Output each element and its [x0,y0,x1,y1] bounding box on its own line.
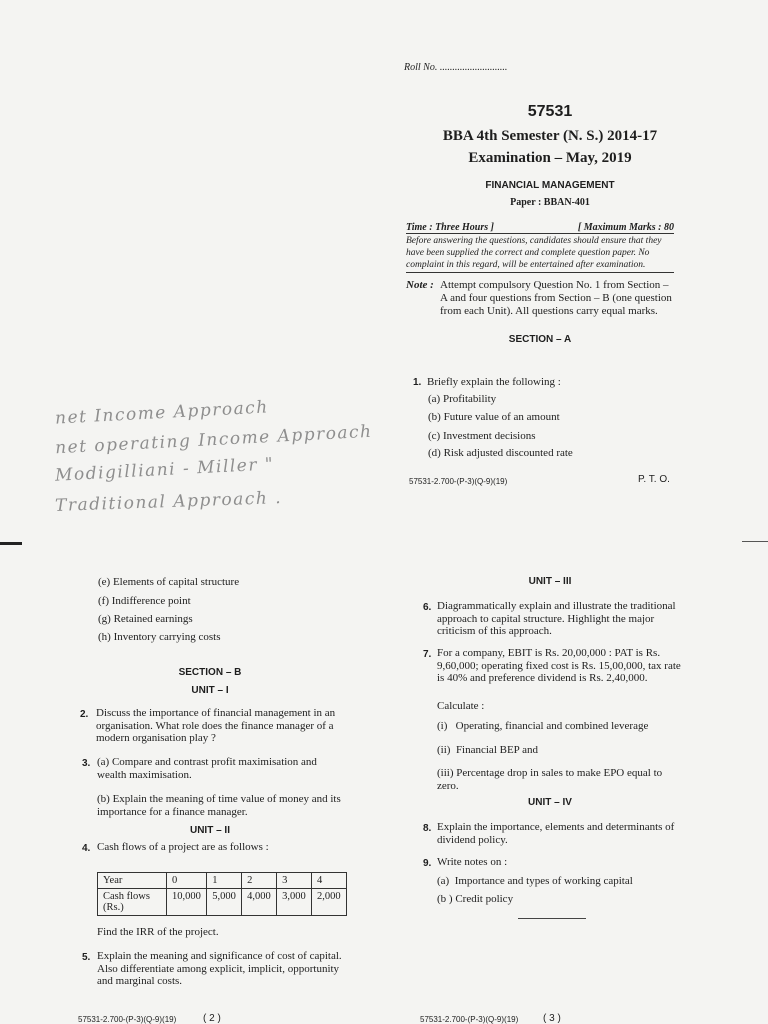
q5-number: 5. [82,952,91,963]
q1-item-b: (b) Future value of an amount [428,411,560,423]
q6-text: Diagrammatically explain and illustrate the traditional approach to capital structure. Highlight the major criticism of this approach. [437,600,676,637]
q4-text: Cash flows of a project are as follows : [97,841,269,853]
end-rule [518,918,586,919]
q7-text: For a company, EBIT is Rs. 20,00,000 : PAT is Rs. 9,60,000; operating fixed cost is Rs. 15,00,000, tax rate is 40% and preference dividend is Rs. 2,40,000. [437,647,681,684]
q1-item-g: (g) Retained earnings [98,613,193,625]
table-cell: 4,000 [242,889,277,916]
handwritten-note-4: Traditional Approach . [54,488,283,516]
table-cell: 10,000 [167,889,207,916]
section-a-title: SECTION – A [508,334,572,345]
section-b-title: SECTION – B [178,667,242,678]
q1-text: Briefly explain the following : [427,376,561,388]
q8-number: 8. [423,823,432,834]
table-cell: 2 [242,873,277,889]
handwritten-note-2: net operating Income Approach [54,421,374,459]
handwritten-note-3: Modigilliani - Miller " [54,454,275,486]
page1-footer-code: 57531-2.700-(P-3)(Q-9)(19) [409,477,508,486]
pto-label: P. T. O. [638,474,670,485]
calculate-label: Calculate : [437,700,485,712]
page3-number: ( 3 ) [543,1013,561,1024]
q9-item-b: (b ) Credit policy [437,893,514,905]
q9-text: Write notes on : [437,856,508,868]
subject-title: FINANCIAL MANAGEMENT [485,180,615,191]
paper-code: 57531 [527,103,573,120]
table-cell: Cash flows (Rs.) [98,889,167,916]
paper-name: Paper : BBAN-401 [510,197,590,208]
table-cell: 4 [312,873,347,889]
page2-footer-code: 57531-2.700-(P-3)(Q-9)(19) [78,1015,177,1024]
table-cell: 3 [277,873,312,889]
cash-flow-table [97,872,347,916]
program-title: BBA 4th Semester (N. S.) 2014-17 [442,128,658,144]
q9-number: 9. [423,858,432,869]
q1-number: 1. [413,377,422,388]
q4-number: 4. [82,843,91,854]
q8-text: Explain the importance, elements and determinants of dividend policy. [437,821,675,846]
page-edge-mark-left [0,542,22,545]
note-label: Note : [406,279,434,291]
note-text: Attempt compulsory Question No. 1 from Section – A and four questions from Section – B (one question from each Unit). All questions carry equal marks. [440,279,672,317]
q3a-text: (a) Compare and contrast profit maximisation and wealth maximisation. [97,756,317,781]
header-rule-bottom [406,272,674,273]
page3-footer-code: 57531-2.700-(P-3)(Q-9)(19) [420,1015,519,1024]
table-cell: 2,000 [312,889,347,916]
header-rule-top [406,233,674,234]
table-cell: Year [98,873,167,889]
q1-item-h: (h) Inventory carrying costs [98,631,221,643]
max-marks: [ Maximum Marks : 80 [577,222,674,233]
q1-item-a: (a) Profitability [428,393,497,405]
calc-item-ii: (ii) Financial BEP and [437,744,539,756]
table-cell: 0 [167,873,207,889]
q1-item-e: (e) Elements of capital structure [98,576,240,588]
page-edge-mark-right [742,541,768,542]
unit-3-title: UNIT – III [528,576,572,587]
time-label: Time : Three Hours ] [406,222,494,233]
q1-item-d: (d) Risk adjusted discounted rate [428,447,573,459]
unit-2-title: UNIT – II [189,825,230,836]
q4-after-text: Find the IRR of the project. [97,926,219,938]
table-cell: 5,000 [207,889,242,916]
unit-4-title: UNIT – IV [528,797,572,808]
q2-number: 2. [80,709,89,720]
q1-item-c: (c) Investment decisions [428,430,536,442]
page2-number: ( 2 ) [203,1013,221,1024]
q6-number: 6. [423,602,432,613]
calc-item-iii: (iii) Percentage drop in sales to make EPO equal to zero. [437,767,665,792]
q7-number: 7. [423,649,432,660]
q3-number: 3. [82,758,91,769]
table-row [98,889,347,916]
unit-1-title: UNIT – I [191,685,229,696]
q1-item-f: (f) Indifference point [98,595,191,607]
roll-no: Roll No. ........................... [404,62,508,73]
table-row [98,873,347,889]
table-cell: 3,000 [277,889,312,916]
exam-title: Examination – May, 2019 [468,150,632,166]
q9-item-a: (a) Importance and types of working capital [437,875,633,887]
instruction-text: Before answering the questions, candidates should ensure that they have been supplied the correct and complete question paper. No complaint in this regard, will be entertained after examination. [406,236,662,270]
q2-text: Discuss the importance of financial management in an organisation. What role does the finance manager of a modern organisation play ? [96,707,336,744]
table-cell: 1 [207,873,242,889]
q3b-text: (b) Explain the meaning of time value of money and its importance for a finance manager. [97,793,341,818]
calc-item-i: (i) Operating, financial and combined leverage [437,720,649,732]
handwritten-note-1: net Income Approach [54,397,270,429]
q5-text: Explain the meaning and significance of cost of capital. Also differentiate among explicit, implicit, opportunity and marginal costs. [97,950,342,987]
